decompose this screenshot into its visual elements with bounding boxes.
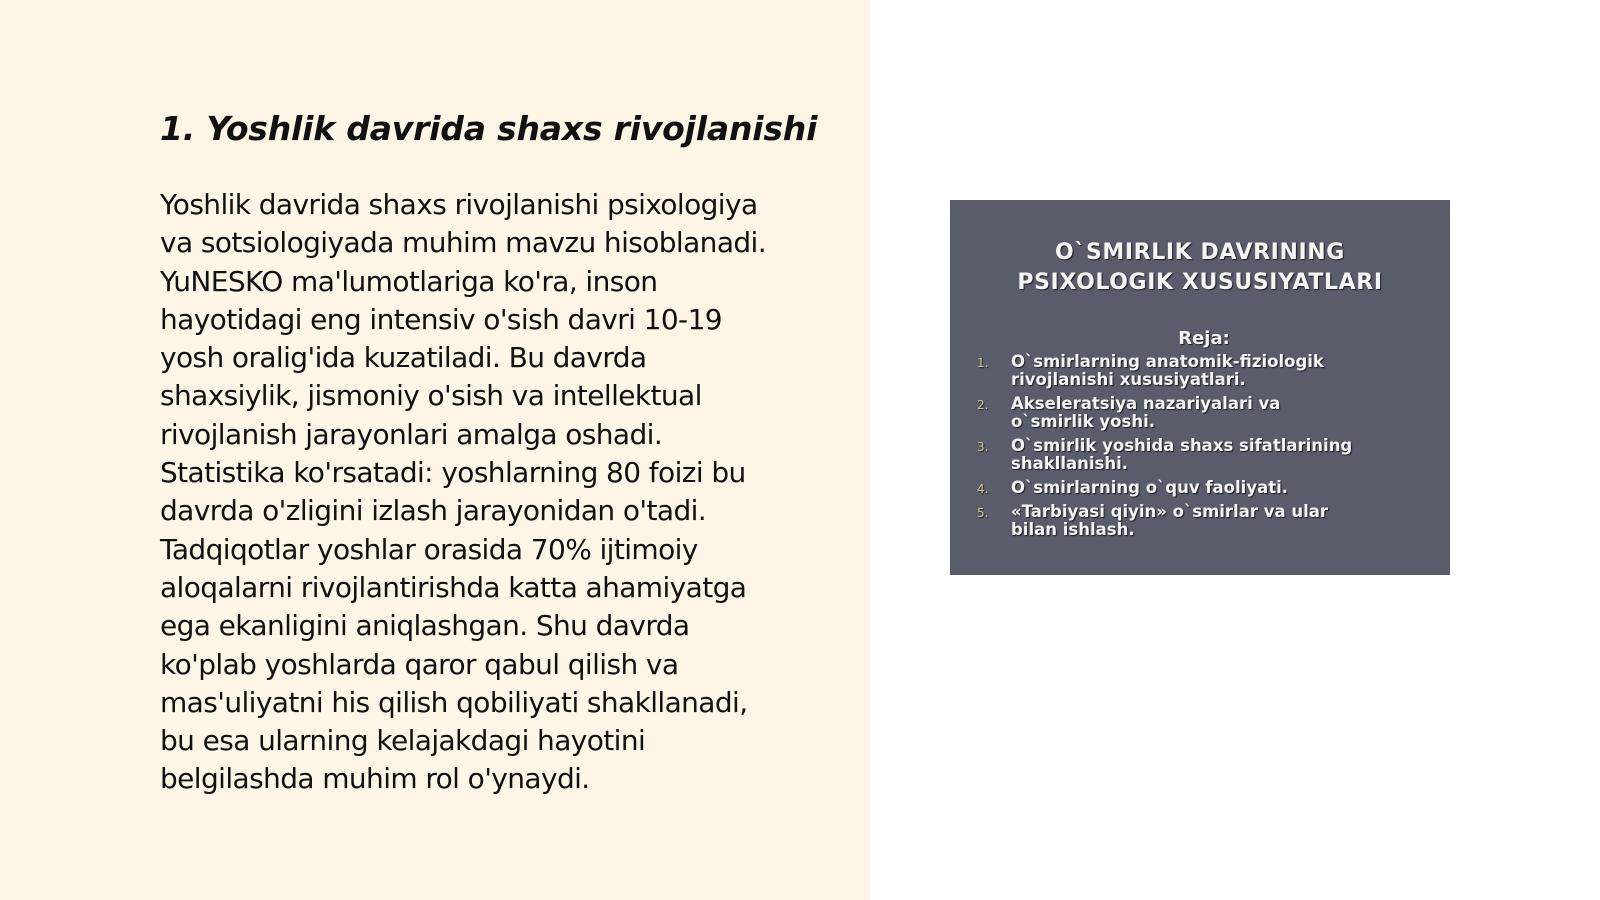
plan-item-line: Akseleratsiya nazariyalari va	[1011, 394, 1281, 413]
plan-item-line: «Tarbiyasi qiyin» o`smirlar va ular	[1011, 502, 1329, 521]
body-text-line: rivojlanish jarayonlari amalga oshadi.	[160, 417, 663, 451]
plan-item	[977, 395, 1437, 431]
body-text-line: Tadqiqotlar yoshlar orasida 70% ijtimoiy	[160, 532, 698, 566]
body-text-line: belgilashda muhim rol o'ynaydi.	[160, 762, 590, 796]
image-title-line: O`SMIRLIK DAVRINING	[1055, 240, 1345, 265]
body-text-line: Yoshlik davrida shaxs rivojlanishi psixologiya	[160, 188, 758, 221]
plan-item-number: 4.	[977, 482, 989, 496]
body-text-line: yosh oralig'ida kuzatiladi. Bu davrda	[160, 341, 647, 375]
body-text-line: ega ekanligini aniqlashgan. Shu davrda	[160, 609, 690, 643]
plan-item-line: shakllanishi.	[1011, 454, 1129, 473]
body-text-line: Statistika ko'rsatadi: yoshlarning 80 foizi bu	[160, 456, 746, 490]
plan-item	[977, 503, 1437, 539]
plan-item	[977, 479, 1437, 497]
slide-body-text	[160, 186, 850, 799]
plan-item-number: 5.	[977, 506, 989, 520]
body-text-line: va sotsiologiyada muhim mavzu hisoblanadi.	[160, 226, 767, 260]
plan-item-line: O`smirlik yoshida shaxs sifatlarining	[1011, 436, 1353, 455]
body-text-line: aloqalarni rivojlantirishda katta ahamiyatga	[160, 570, 747, 604]
body-text-line: davrda o'zligini izlash jarayonidan o'tadi.	[160, 494, 707, 528]
body-text-line: ko'plab yoshlarda qaror qabul qilish va	[160, 647, 679, 681]
plan-item-line: bilan ishlash.	[1011, 520, 1135, 539]
plan-item-line: O`smirlarning anatomik-fiziologik	[1011, 352, 1324, 371]
plan-item-line: o`smirlik yoshi.	[1011, 412, 1156, 431]
image-subtitle: Reja:	[1178, 328, 1230, 349]
plan-item-line: rivojlanishi xususiyatlari.	[1011, 370, 1246, 389]
plan-item-number: 1.	[977, 356, 989, 370]
plan-item-line: O`smirlarning o`quv faoliyati.	[1011, 478, 1289, 497]
embedded-slide-image	[950, 200, 1450, 575]
image-plan-list	[977, 353, 1437, 545]
body-text-line: YuNESKO ma'lumotlariga ko'ra, inson	[160, 264, 658, 298]
body-text-line: shaxsiylik, jismoniy o'sish va intellektual	[160, 379, 702, 413]
slide-title: 1. Yoshlik davrida shaxs rivojlanishi	[160, 109, 818, 148]
body-text-line: hayotidagi eng intensiv o'sish davri 10-19	[160, 302, 722, 336]
image-title-line: PSIXOLOGIK XUSUSIYATLARI	[1017, 270, 1383, 295]
body-text-line: mas'uliyatni his qilish qobiliyati shakllanadi,	[160, 685, 748, 719]
plan-item	[977, 437, 1437, 473]
plan-item-number: 3.	[977, 440, 989, 454]
body-text-line: bu esa ularning kelajakdagi hayotini	[160, 724, 646, 758]
plan-item	[977, 353, 1437, 389]
plan-item-number: 2.	[977, 398, 989, 412]
image-title	[950, 238, 1450, 298]
